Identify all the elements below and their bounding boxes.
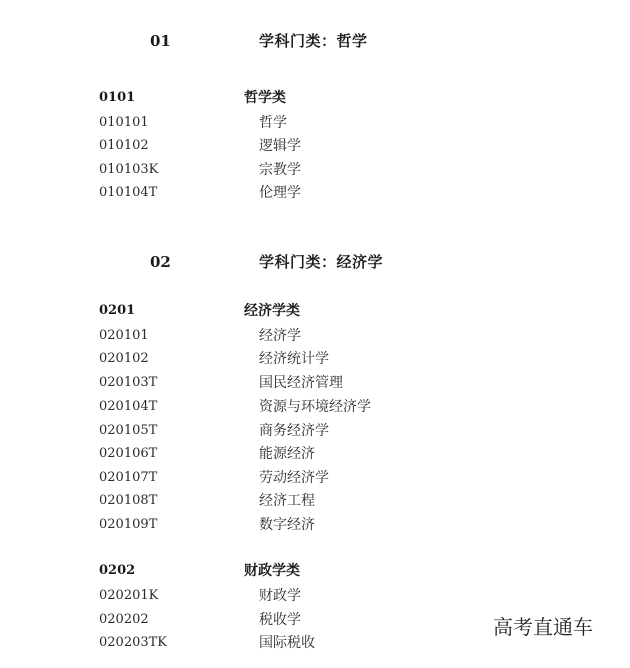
category-row [0, 560, 630, 582]
major-code: 010102 [99, 138, 149, 153]
discipline-code: 01 [150, 32, 171, 50]
major-row [0, 372, 630, 394]
major-code: 020102 [99, 351, 149, 366]
major-name: 逻辑学 [259, 138, 301, 154]
major-code: 010101 [99, 115, 149, 130]
major-row [0, 396, 630, 418]
major-name: 数字经济 [259, 517, 315, 533]
category-name: 哲学类 [244, 90, 286, 106]
major-code: 020202 [99, 612, 149, 627]
category-row [0, 300, 630, 322]
major-name: 经济统计学 [259, 351, 329, 367]
category-code: 0202 [99, 563, 136, 578]
discipline-code: 02 [150, 253, 171, 271]
major-name: 国民经济管理 [259, 375, 343, 391]
discipline-header [0, 30, 630, 52]
major-code: 020109T [99, 517, 158, 532]
major-name: 能源经济 [259, 446, 315, 462]
major-row [0, 182, 630, 204]
major-code: 020105T [99, 423, 158, 438]
major-code: 020101 [99, 328, 149, 343]
major-code: 010103K [99, 162, 159, 177]
major-row [0, 585, 630, 607]
major-row [0, 467, 630, 489]
major-row [0, 490, 630, 512]
discipline-title: 学科门类：经济学 [259, 253, 384, 271]
major-name: 财政学 [259, 588, 301, 604]
major-row [0, 420, 630, 442]
category-row [0, 87, 630, 109]
category-code: 0101 [99, 90, 136, 105]
major-code: 020201K [99, 588, 159, 603]
category-name: 经济学类 [244, 303, 300, 319]
major-name: 哲学 [259, 115, 287, 131]
watermark-text: 高考直通车 [493, 615, 593, 639]
major-row [0, 112, 630, 134]
major-row [0, 514, 630, 536]
major-code: 020103T [99, 375, 158, 390]
major-code: 020104T [99, 399, 158, 414]
major-name: 经济学 [259, 328, 301, 344]
category-name: 财政学类 [244, 563, 300, 579]
major-code: 020203TK [99, 635, 168, 650]
major-name: 商务经济学 [259, 423, 329, 439]
major-code: 020108T [99, 493, 158, 508]
major-name: 劳动经济学 [259, 470, 329, 486]
major-row [0, 135, 630, 157]
major-name: 经济工程 [259, 493, 315, 509]
major-row [0, 348, 630, 370]
major-code: 010104T [99, 185, 158, 200]
discipline-header [0, 251, 630, 273]
major-name: 伦理学 [259, 185, 301, 201]
major-name: 国际税收 [259, 635, 315, 651]
major-name: 宗教学 [259, 162, 301, 178]
major-code: 020106T [99, 446, 158, 461]
major-name: 资源与环境经济学 [259, 399, 371, 415]
major-row [0, 159, 630, 181]
major-row [0, 325, 630, 347]
major-code: 020107T [99, 470, 158, 485]
discipline-title: 学科门类：哲学 [259, 32, 368, 50]
major-row [0, 443, 630, 465]
major-name: 税收学 [259, 612, 301, 628]
category-code: 0201 [99, 303, 136, 318]
